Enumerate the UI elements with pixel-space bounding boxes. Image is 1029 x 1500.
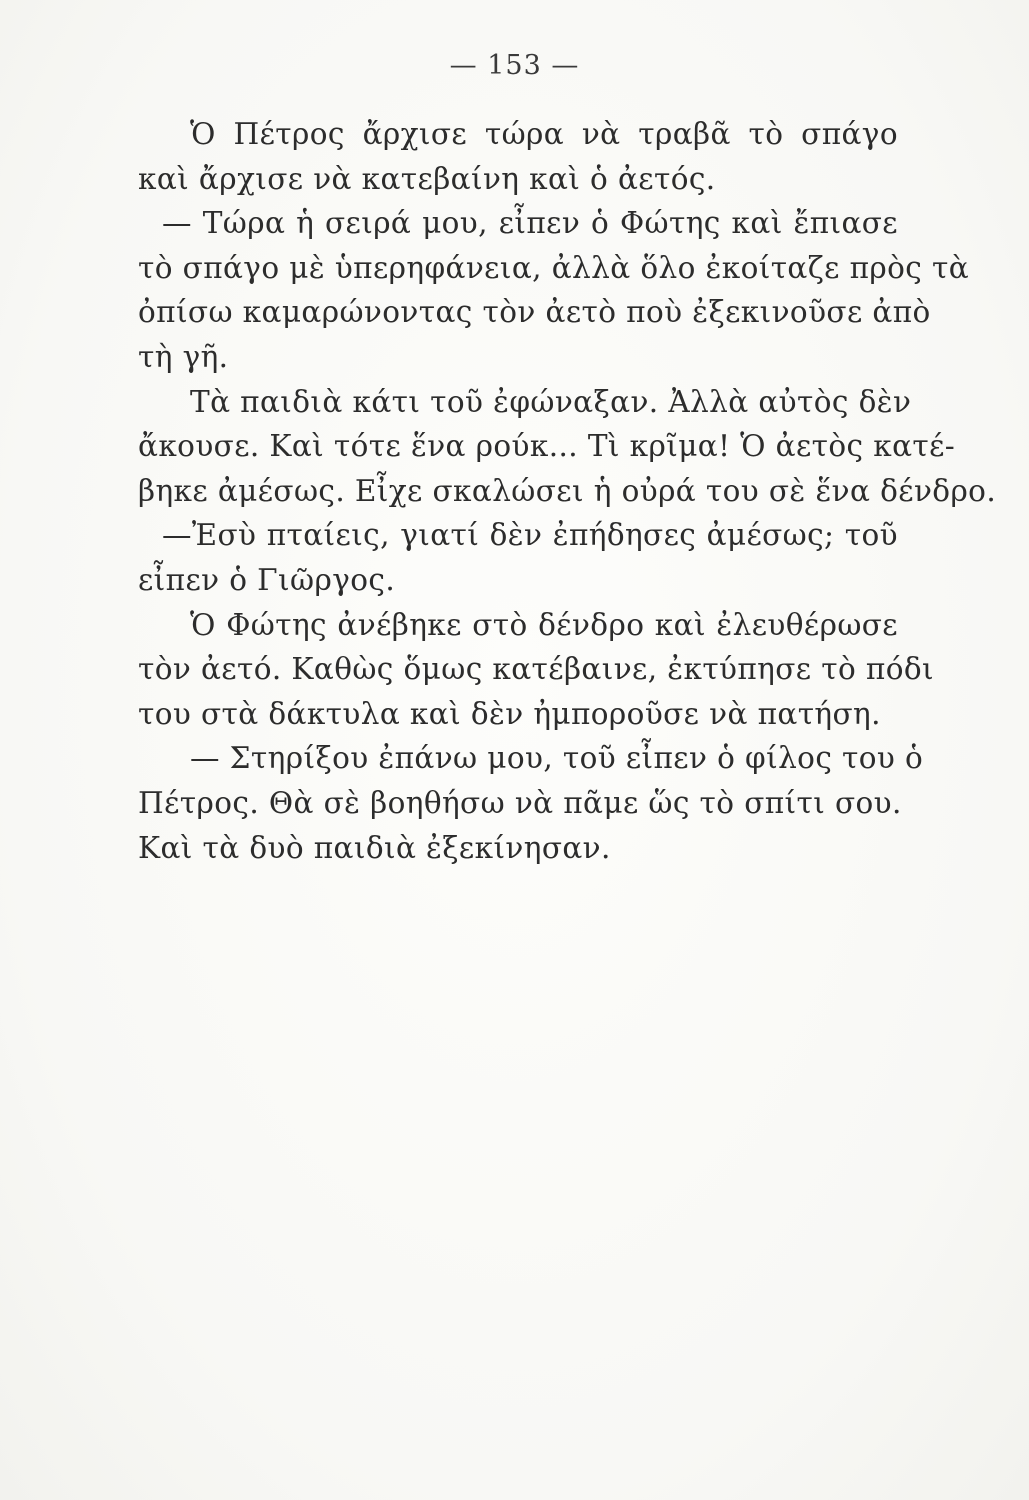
text-line: εἶπεν ὁ Γιῶργος. [138, 562, 396, 597]
text-line: ὀπίσω καμαρώνοντας τὸν ἀετὸ ποὺ ἐξεκινοῦσε ἀπὸ [138, 295, 931, 330]
text-line: —Ἐσὺ πταίεις, γιατί δὲν ἐπήδησες ἀμέσως; τοῦ [162, 518, 898, 553]
text-line: Τὰ παιδιὰ κάτι τοῦ ἐφώναξαν. Ἀλλὰ αὐτὸς δὲν [190, 384, 912, 419]
text-line: του στὰ δάκτυλα καὶ δὲν ἠμποροῦσε νὰ πατήση. [138, 696, 881, 731]
text-line: βηκε ἀμέσως. Εἶχε σκαλώσει ἡ οὐρά του σὲ ἕνα δένδρο. [138, 473, 997, 508]
text-line: καὶ ἄρχισε νὰ κατεβαίνη καὶ ὁ ἀετός. [138, 161, 716, 196]
text-line: — Τώρα ἡ σειρά μου, εἶπεν ὁ Φώτης καὶ ἔπιασε [162, 206, 898, 241]
body-text [138, 112, 997, 870]
text-line: — Στηρίξου ἐπάνω μου, τοῦ εἶπεν ὁ φίλος του ὁ [190, 741, 924, 776]
text-line: Ὁ Φώτης ἀνέβηκε στὸ δένδρο καὶ ἐλευθέρωσε [190, 607, 898, 642]
text-line: Πέτρος. Θὰ σὲ βοηθήσω νὰ πᾶμε ὥς τὸ σπίτι σου. [138, 785, 902, 820]
text-line: τὸν ἀετό. Καθὼς ὅμως κατέβαινε, ἐκτύπησε τὸ πόδι [138, 652, 934, 687]
text-line: τὸ σπάγο μὲ ὑπερηφάνεια, ἀλλὰ ὅλο ἐκοίταζε πρὸς τὰ [138, 250, 970, 285]
page-number: — 153 — [449, 50, 580, 81]
text-line: Ὁ Πέτρος ἄρχισε τώρα νὰ τραβᾶ τὸ σπάγο [190, 117, 898, 151]
text-line: τὴ γῆ. [138, 339, 229, 374]
text-line: ἄκουσε. Καὶ τότε ἕνα ρούκ... Τὶ κρῖμα! Ὁ ἀετὸς κατέ- [138, 429, 956, 464]
text-line: Καὶ τὰ δυὸ παιδιὰ ἐξεκίνησαν. [138, 830, 611, 865]
